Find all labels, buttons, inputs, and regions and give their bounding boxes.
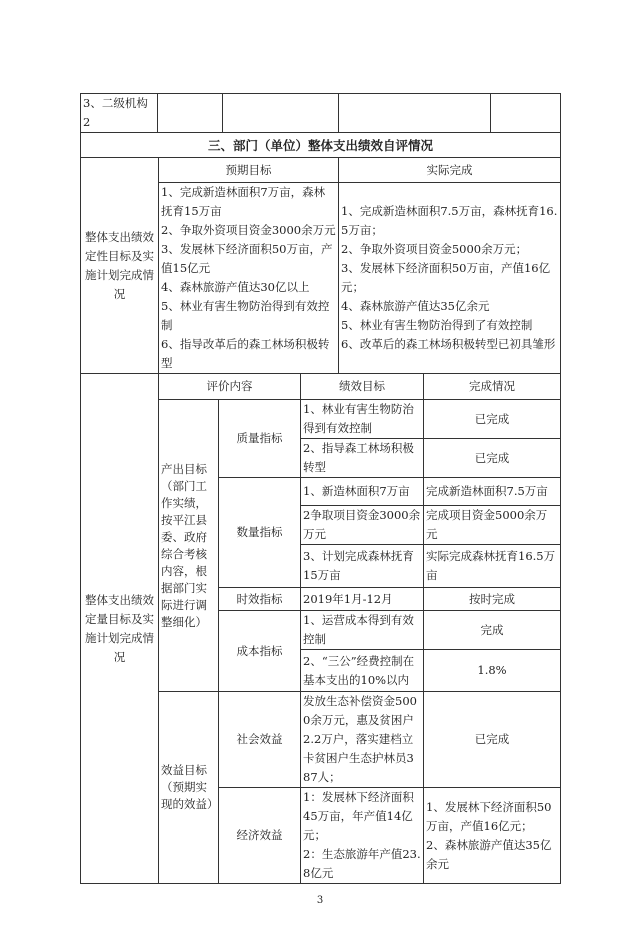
quantity-status: 完成项目资金5000余万元 [424,506,561,545]
benefit-group-label: 效益目标（预期实现的效益） [159,692,219,884]
actual-results: 1、完成新造林面积7.5万亩，森林抚育16.5万亩； 2、争取外资项目资金5000余万元； 3、发展林下经济面积50万亩，产值16亿元； 4、森林旅游产值达35亿余元 5、林业有害生物防治得到了有效控制 6、改革后的森工林场积极转型已初具雏形 [339,183,561,374]
cost-target: 2、“三公”经费控制在基本支出的10%以内 [301,650,424,692]
quantity-target: 3、计划完成森林抚育15万亩 [301,545,424,588]
quality-target: 2、指导森工林场积极转型 [301,439,424,478]
cost-target: 1、运营成本得到有效控制 [301,611,424,650]
quality-status: 已完成 [424,439,561,478]
economic-status: 1、发展林下经济面积50万亩，产值16亿元； 2、森林旅游产值达35亿余元 [424,788,561,884]
sub-unit-label: 3、二级机构 2 [81,94,158,133]
qualitative-table [80,132,561,374]
empty-cell [223,94,339,133]
empty-cell [158,94,223,133]
quantity-label: 数量指标 [219,478,301,588]
empty-cell [491,94,561,133]
empty-cell [339,94,491,133]
social-status: 已完成 [424,692,561,788]
header-actual: 实际完成 [339,158,561,183]
expected-goals: 1、完成新造林面积7万亩，森林抚育15万亩 2、争取外资项目资金3000余万元 3、发展林下经济面积50万亩，产值15亿元 4、森林旅游产值达30亿以上 5、林业有害生物防治得到有效控制 6、指导改革后的森工林场积极转型 [159,183,339,374]
cost-label: 成本指标 [219,611,301,692]
header-target: 绩效目标 [301,374,424,400]
economic-target: 1：发展林下经济面积45万亩，年产值14亿元； 2：生态旅游年产值23.8亿元 [301,788,424,884]
sub-unit-table [80,93,561,133]
cost-status: 1.8% [424,650,561,692]
quantitative-row-label: 整体支出绩效定量目标及实施计划完成情况 [81,374,159,884]
social-target: 发放生态补偿资金5000余万元，惠及贫困户2.2万户，落实建档立卡贫困户生态护林员387人； [301,692,424,788]
header-status: 完成情况 [424,374,561,400]
qualitative-row-label: 整体支出绩效定性目标及实施计划完成情况 [81,158,159,374]
quantity-target: 2争取项目资金3000余万元 [301,506,424,545]
social-label: 社会效益 [219,692,301,788]
header-expected: 预期目标 [159,158,339,183]
page-number: 3 [316,895,324,906]
quantitative-table [80,373,561,884]
quality-status: 已完成 [424,400,561,439]
quantity-status: 完成新造林面积7.5万亩 [424,478,561,506]
quality-label: 质量指标 [219,400,301,478]
quantity-status: 实际完成森林抚育16.5万亩 [424,545,561,588]
quality-target: 1、林业有害生物防治得到有效控制 [301,400,424,439]
timeliness-target: 2019年1月-12月 [301,588,424,611]
timeliness-label: 时效指标 [219,588,301,611]
timeliness-status: 按时完成 [424,588,561,611]
section-title: 三、部门（单位）整体支出绩效自评情况 [81,133,561,158]
economic-label: 经济效益 [219,788,301,884]
header-content: 评价内容 [159,374,301,400]
cost-status: 完成 [424,611,561,650]
document-page [80,0,560,928]
output-group-label: 产出目标（部门工作实绩，按平江县委、政府综合考核内容，根据部门实际进行调整细化） [159,400,219,692]
quantity-target: 1、新造林面积7万亩 [301,478,424,506]
